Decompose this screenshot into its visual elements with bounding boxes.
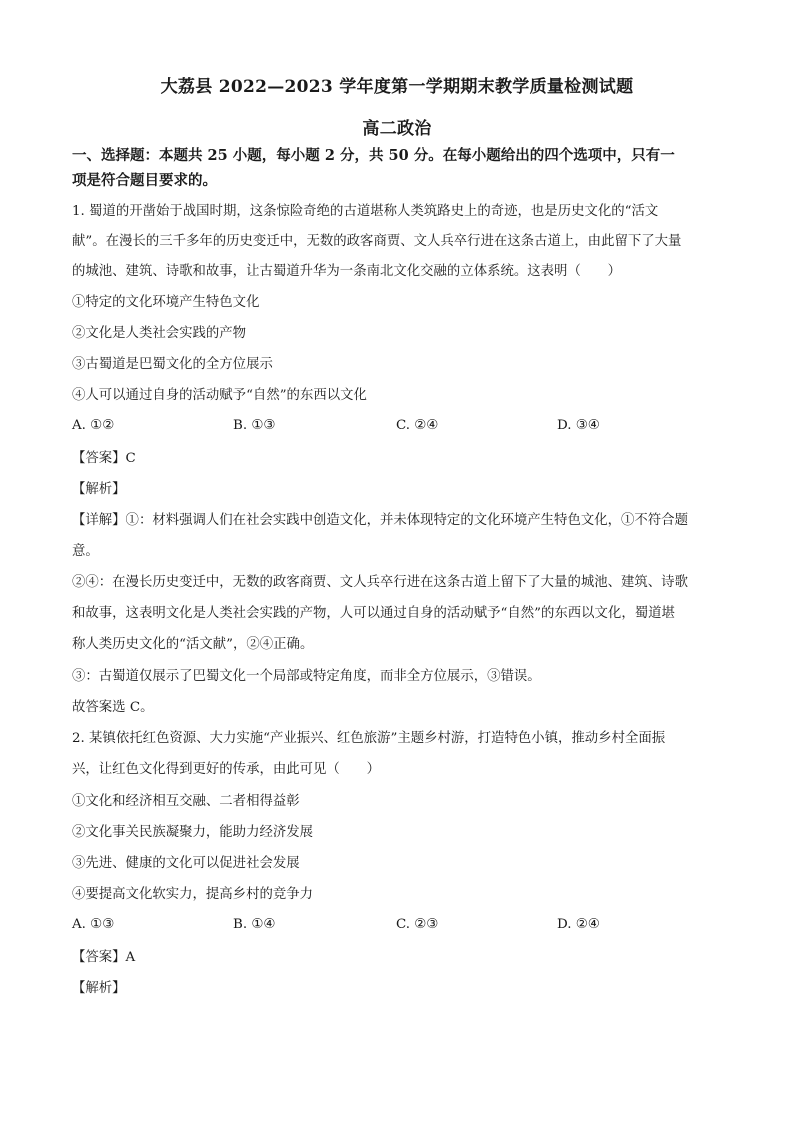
q2-option-c: C. ②③ (396, 917, 439, 932)
q2-statement-1: ①文化和经济相互交融、二者相得益彰 (72, 794, 300, 809)
q2-analysis-label: 【解析】 (72, 981, 126, 996)
q2-stem-line-1: 2. 某镇依托红色资源、大力实施“产业振兴、红色旅游”主题乡村游，打造特色小镇，推动乡村全面振 (72, 731, 666, 746)
q2-option-d: D. ②④ (557, 917, 600, 932)
exam-title: 大荔县 2022—2023 学年度第一学期期末教学质量检测试题 (160, 77, 634, 97)
q1-answer: 【答案】C (72, 451, 136, 466)
q1-statement-1: ①特定的文化环境产生特色文化 (72, 295, 260, 310)
q1-detail-line-1: 【详解】①：材料强调人们在社会实践中创造文化，并未体现特定的文化环境产生特色文化，①不符合题 (72, 513, 688, 528)
q2-statement-2: ②文化事关民族凝聚力，能助力经济发展 (72, 825, 314, 840)
q1-detail-line-5: 称人类历史文化的“活文献”，②④正确。 (72, 637, 314, 652)
q1-conclusion: 故答案选 C。 (72, 700, 154, 715)
q2-option-b: B. ①④ (233, 917, 276, 932)
q2-statement-4: ④要提高文化软实力，提高乡村的竞争力 (72, 887, 314, 902)
q2-stem-line-2: 兴，让红色文化得到更好的传承，由此可见（ ） (72, 762, 380, 777)
q1-statement-3: ③古蜀道是巴蜀文化的全方位展示 (72, 357, 273, 372)
q1-option-d: D. ③④ (557, 418, 600, 433)
q1-analysis-label: 【解析】 (72, 482, 126, 497)
section-heading-line-2: 项是符合题目要求的。 (72, 172, 217, 189)
q1-stem-line-1: 1. 蜀道的开凿始于战国时期，这条惊险奇绝的古道堪称人类筑路史上的奇迹，也是历史文化的“活文 (72, 204, 659, 219)
q2-answer: 【答案】A (72, 950, 136, 965)
q1-option-b: B. ①③ (233, 418, 276, 433)
q1-statement-2: ②文化是人类社会实践的产物 (72, 326, 247, 341)
q2-option-a: A. ①③ (72, 917, 115, 932)
q1-statement-4: ④人可以通过自身的活动赋予“自然”的东西以文化 (72, 388, 367, 403)
section-heading-line-1: 一、选择题：本题共 25 小题，每小题 2 分，共 50 分。在每小题给出的四个选项中，只有一 (72, 147, 675, 164)
q1-option-a: A. ①② (72, 418, 115, 433)
q2-statement-3: ③先进、健康的文化可以促进社会发展 (72, 856, 300, 871)
q1-stem-line-3: 的城池、建筑、诗歌和故事，让古蜀道升华为一条南北文化交融的立体系统。这表明（ ） (72, 264, 622, 279)
q1-detail-line-3: ②④：在漫长历史变迁中，无数的政客商贾、文人兵卒行进在这条古道上留下了大量的城池、建筑、诗歌 (72, 575, 688, 590)
q1-detail-line-4: 和故事，这表明文化是人类社会实践的产物，人可以通过自身的活动赋予“自然”的东西以文化，蜀道堪 (72, 606, 675, 621)
q1-option-c: C. ②④ (396, 418, 439, 433)
exam-subject: 高二政治 (362, 119, 432, 139)
q1-detail-line-2: 意。 (72, 544, 99, 559)
q1-stem-line-2: 献”。在漫长的三千多年的历史变迁中，无数的政客商贾、文人兵卒行进在这条古道上，由此留下了大量 (72, 234, 682, 249)
q1-detail-line-6: ③：古蜀道仅展示了巴蜀文化一个局部或特定角度，而非全方位展示，③错误。 (72, 669, 541, 684)
